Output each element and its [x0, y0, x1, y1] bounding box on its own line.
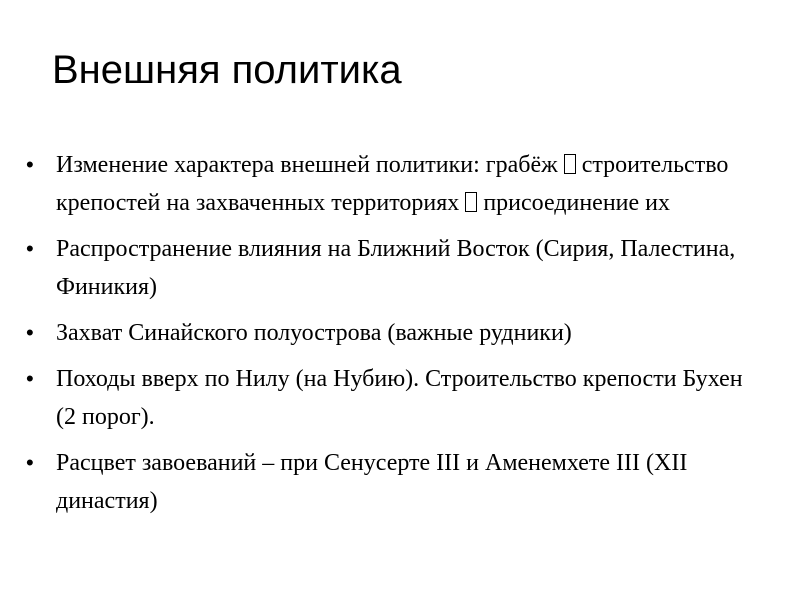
bullet-icon: • [26, 152, 34, 177]
bullet-item-2 [26, 230, 766, 306]
bullet-item-4 [26, 360, 766, 436]
bullet-text-1b: строительство крепостей на захваченных территориях [56, 152, 729, 216]
bullet-icon: • [26, 236, 34, 261]
bullet-list [26, 146, 766, 528]
box-glyph-icon [465, 192, 477, 212]
bullet-item-1 [26, 146, 766, 222]
bullet-text-3: Захват Синайского полуострова (важные рудники) [56, 320, 572, 346]
bullet-text-1c: присоединение их [477, 190, 671, 216]
bullet-text-4: Походы вверх по Нилу (на Нубию). Строительство крепости Бухен (2 порог). [56, 366, 743, 430]
bullet-item-5 [26, 444, 766, 520]
bullet-text-2: Распространение влияния на Ближний Восток (Сирия, Палестина, Финикия) [56, 236, 736, 300]
slide-title: Внешняя политика [52, 48, 402, 92]
bullet-text-5: Расцвет завоеваний – при Сенусерте III и Аменемхете III (XII династия) [56, 450, 688, 514]
bullet-item-3 [26, 314, 766, 352]
bullet-icon: • [26, 450, 34, 475]
bullet-icon: • [26, 320, 34, 345]
box-glyph-icon [564, 154, 576, 174]
bullet-icon: • [26, 366, 34, 391]
bullet-text-1a: Изменение характера внешней политики: грабёж [56, 152, 564, 178]
